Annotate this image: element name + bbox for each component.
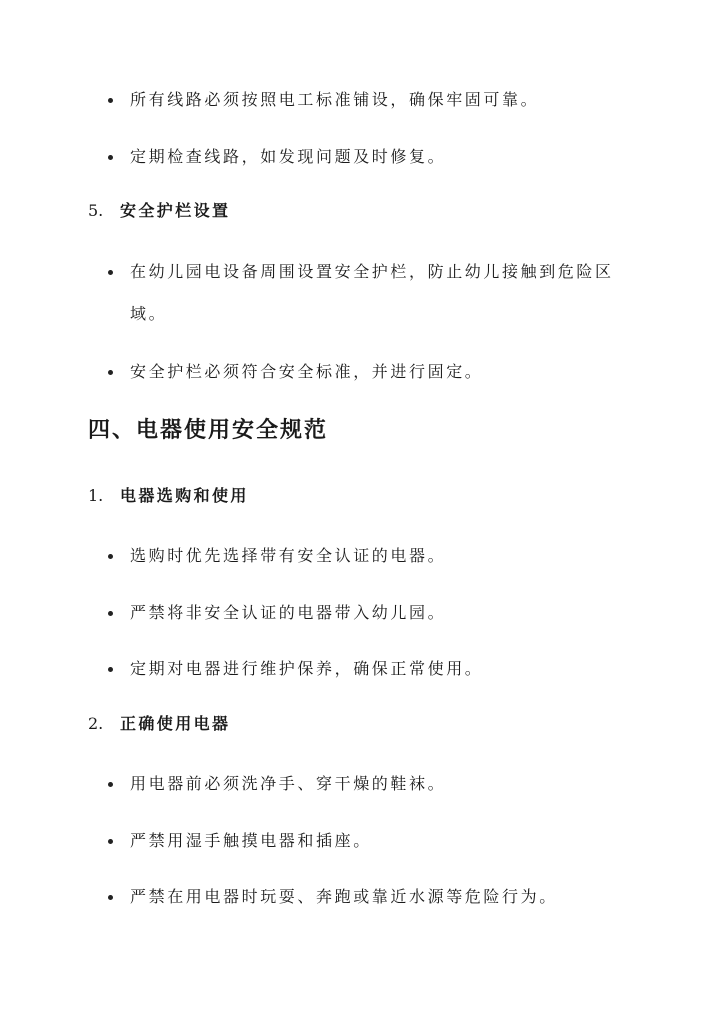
list-item: 严禁用湿手触摸电器和插座。 [130,831,372,850]
section-number: 5. [88,201,104,220]
bullet-icon [108,667,113,672]
list-item: 所有线路必须按照电工标准铺设，确保牢固可靠。 [130,90,540,109]
bullet-icon [108,270,113,275]
list-item: 严禁在用电器时玩耍、奔跑或靠近水源等危险行为。 [130,887,558,906]
list-item: 安全护栏必须符合安全标准，并进行固定。 [130,362,484,381]
list-item: 定期检查线路，如发现问题及时修复。 [130,147,447,166]
section-title: 正确使用电器 [120,714,231,733]
section-heading [88,714,230,734]
bullet-icon [108,782,113,787]
bullet-icon [108,895,113,900]
section-number: 2. [88,714,104,733]
bullet-icon [108,554,113,559]
bullet-icon [108,839,113,844]
list-item: 定期对电器进行维护保养，确保正常使用。 [130,659,484,678]
bullet-icon [108,98,113,103]
bullet-icon [108,370,113,375]
section-number: 1. [88,486,104,505]
list-item-continuation: 域。 [130,304,168,323]
list-item: 选购时优先选择带有安全认证的电器。 [130,546,447,565]
list-item: 严禁将非安全认证的电器带入幼儿园。 [130,603,447,622]
bullet-icon [108,611,113,616]
list-item: 用电器前必须洗净手、穿干燥的鞋袜。 [130,774,447,793]
section-title: 电器选购和使用 [120,486,249,505]
chapter-heading: 四、电器使用安全规范 [88,417,329,443]
list-item: 在幼儿园电设备周围设置安全护栏，防止幼儿接触到危险区 [130,262,614,281]
section-title: 安全护栏设置 [120,201,231,220]
section-heading [88,486,249,506]
bullet-icon [108,155,113,160]
section-heading [88,201,230,221]
